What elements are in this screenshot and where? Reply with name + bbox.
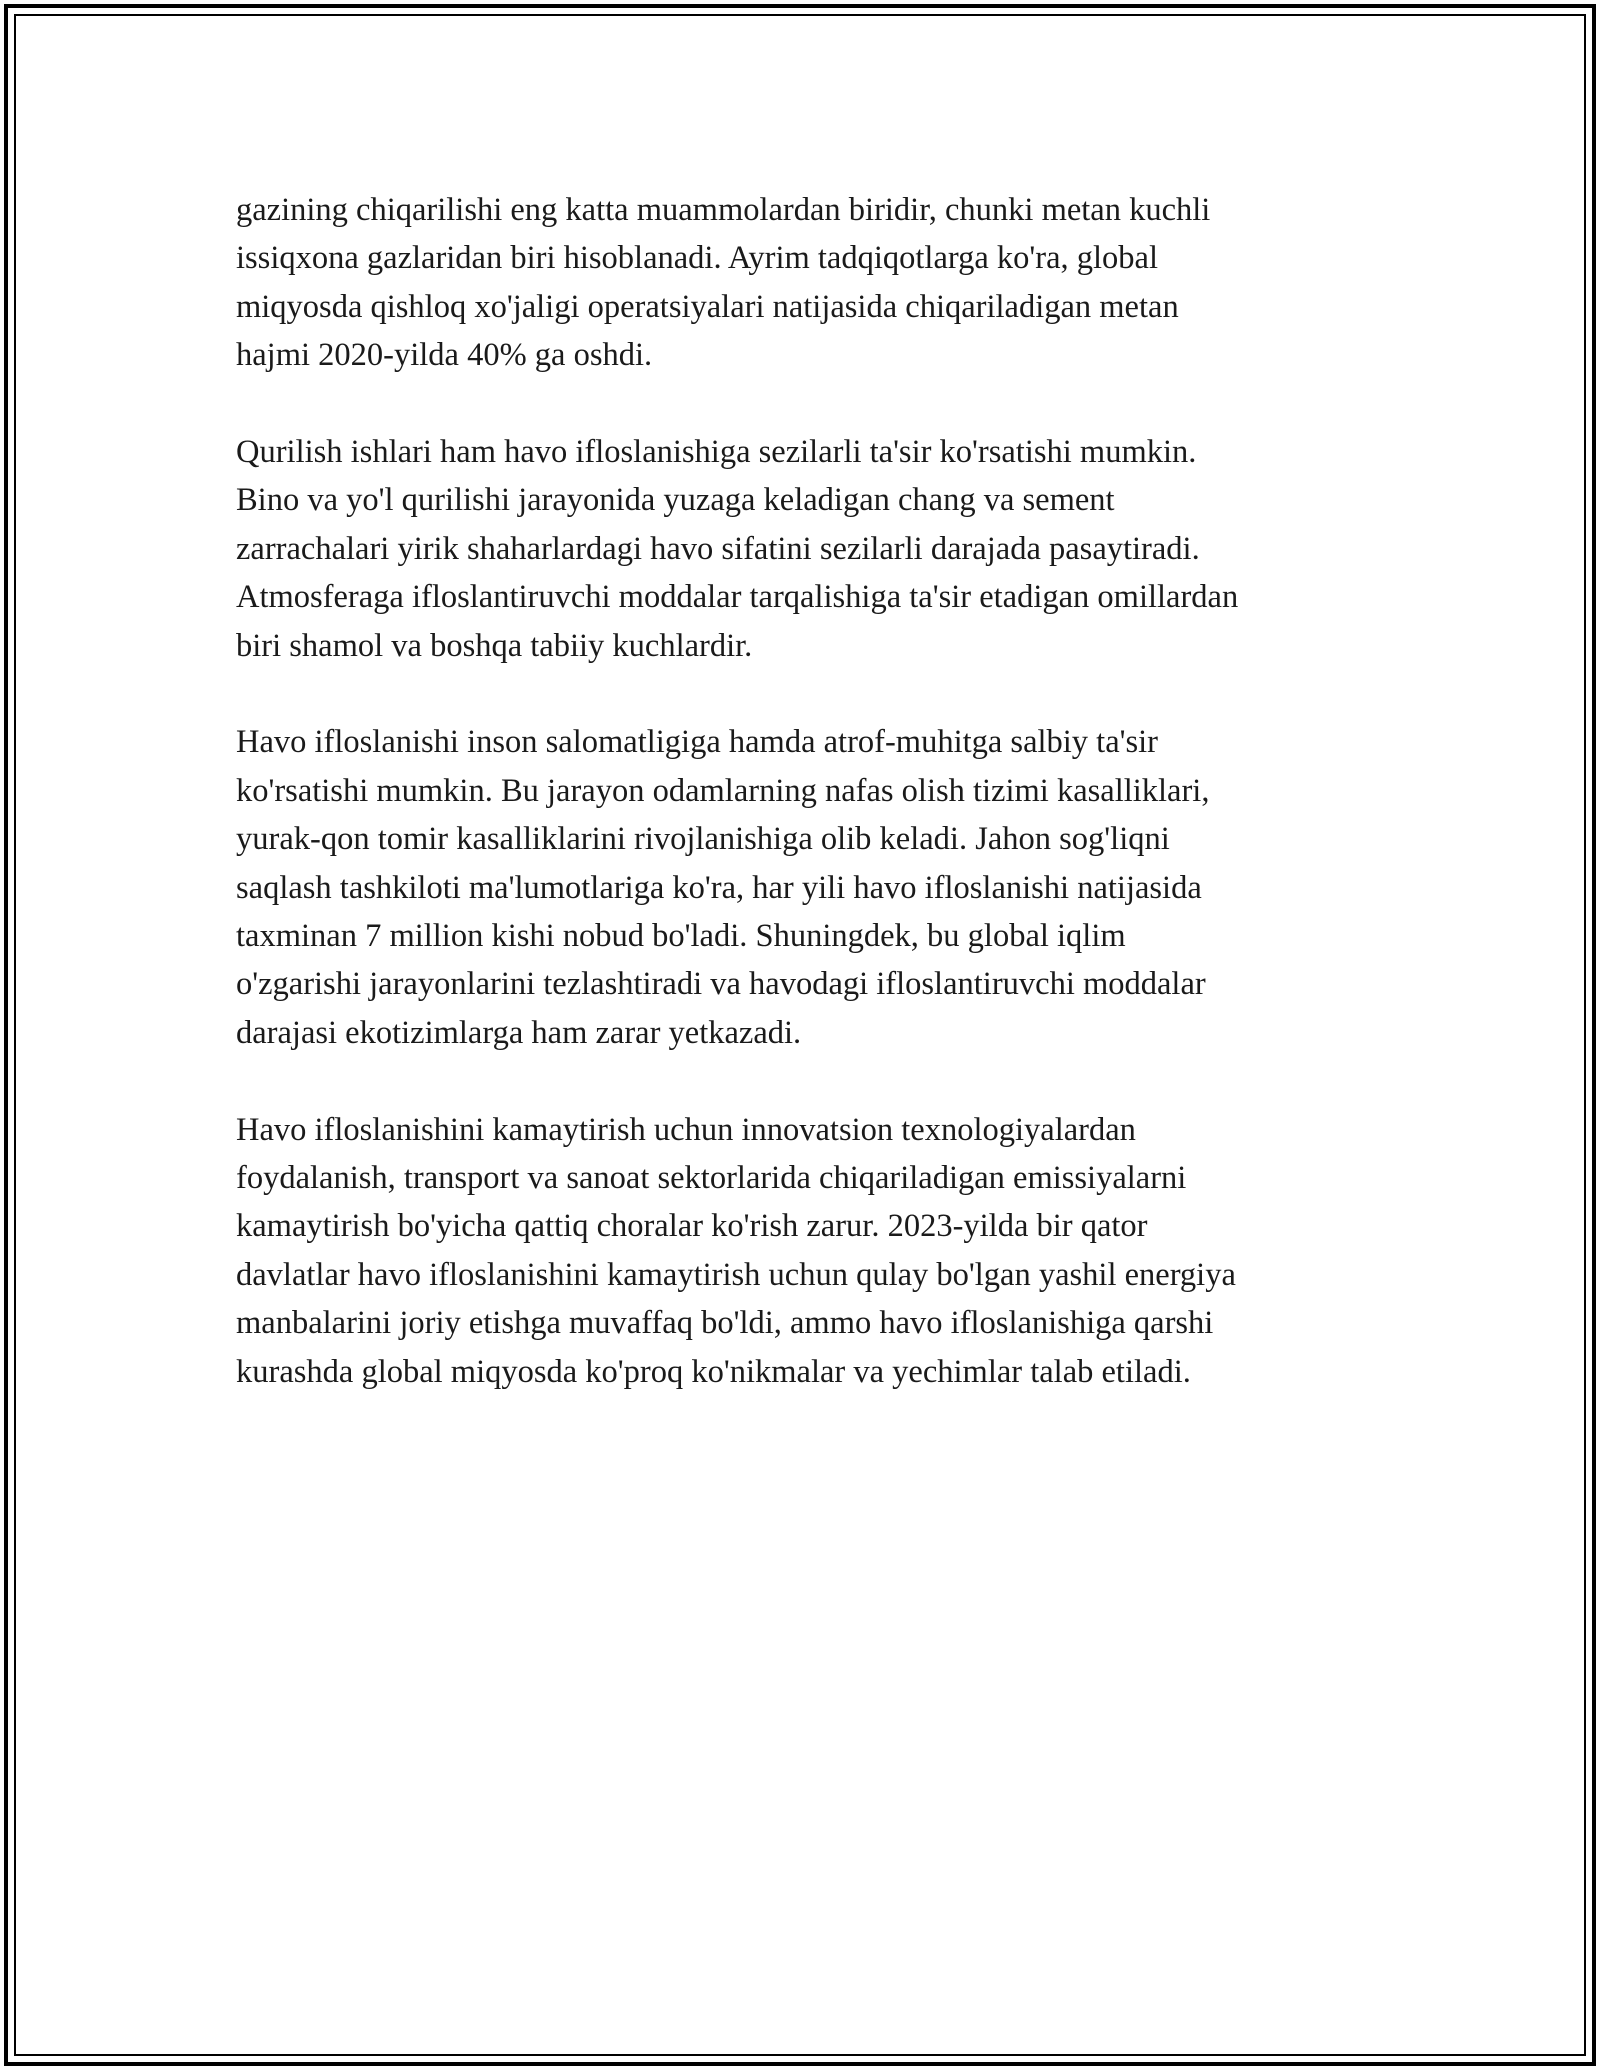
paragraph-construction: Qurilish ishlari ham havo ifloslanishiga sezilarli ta'sir ko'rsatishi mumkin. Bino va yo'l qurilishi jarayonida yuzaga keladigan chang va sement zarrachalari yirik shaharlardagi havo sifatini sezilarli darajada pasaytiradi. Atmosferaga ifloslantiruvchi moddalar tarqalishiga ta'sir etadigan omillardan biri shamol va boshqa tabiiy kuchlardir. (236, 434, 1239, 664)
paragraph-health: Havo ifloslanishi inson salomatligiga hamda atrof-muhitga salbiy ta'sir ko'rsatishi mumkin. Bu jarayon odamlarning nafas olish tizimi kasalliklari, yurak-qon tomir kasalliklarini rivojlanishiga olib keladi. Jahon sog'liqni saqlash tashkiloti ma'lumotlariga ko'ra, har yili havo ifloslanishi natijasida taxminan 7 million kishi nobud bo'ladi. Shuningdek, bu global iqlim o'zgarishi jarayonlarini tezlashtiradi va havodagi ifloslantiruvchi moddalar darajasi ekotizimlarga ham zarar yetkazadi. (236, 724, 1210, 1051)
paragraph-solutions: Havo ifloslanishini kamaytirish uchun innovatsion texnologiyalardan foydalanish, transport va sanoat sektorlarida chiqariladigan emissiyalarni kamaytirish bo'yicha qattiq choralar ko'rish zarur. 2023-yilda bir qator davlatlar havo ifloslanishini kamaytirish uchun qulay bo'lgan yashil energiya manbalarini joriy etishga muvaffaq bo'ldi, ammo havo ifloslanishiga qarshi kurashda global miqyosda ko'proq ko'nikmalar va yechimlar talab etiladi. (236, 1111, 1236, 1390)
document-body (236, 186, 1386, 1445)
paragraph-methane: gazining chiqarilishi eng katta muammolardan biridir, chunki metan kuchli issiqxona gazlaridan biri hisoblanadi. Ayrim tadqiqotlarga ko'ra, global miqyosda qishloq xo'jaligi operatsiyalari natijasida chiqariladigan metan hajmi 2020-yilda 40% ga oshdi. (236, 192, 1211, 374)
